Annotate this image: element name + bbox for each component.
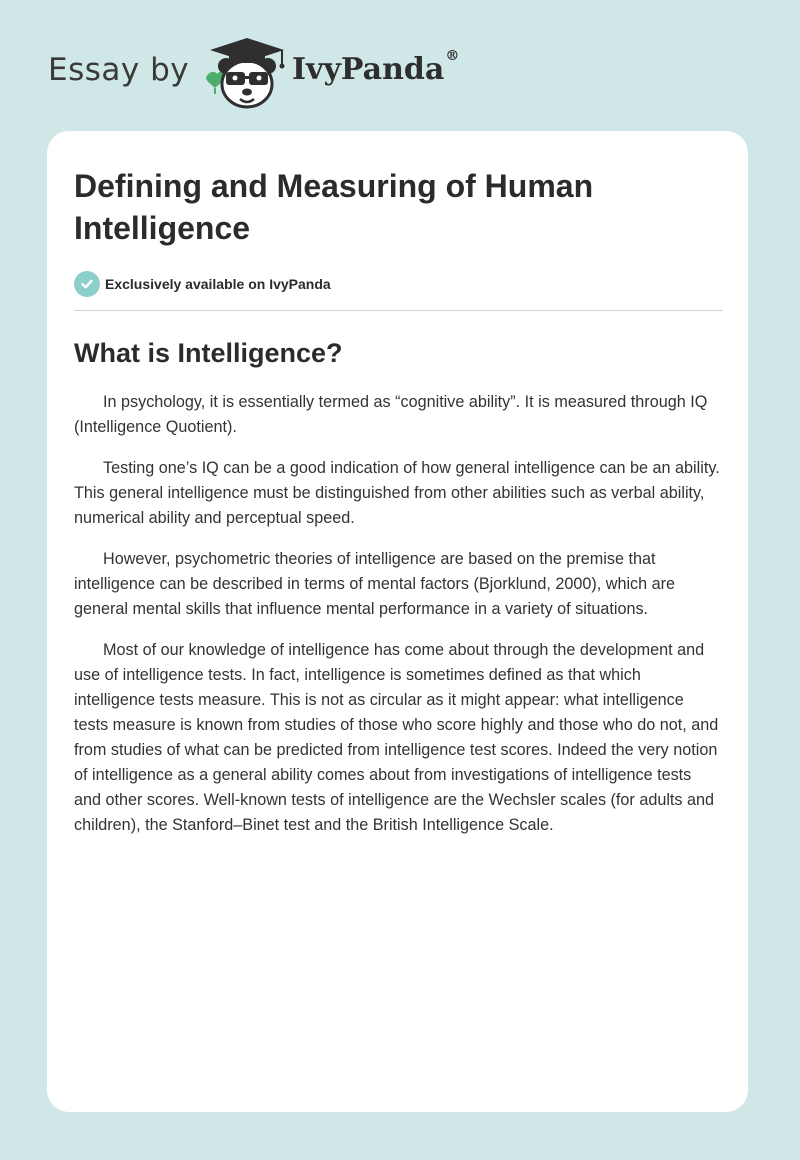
paragraph: In psychology, it is essentially termed as “cognitive ability”. It is measured through IQ (Intelligence Quotient). — [74, 393, 708, 436]
exclusive-badge — [74, 270, 722, 298]
section-heading: What is Intelligence? — [74, 338, 343, 368]
essay-by-label: Essay by — [48, 52, 190, 88]
paragraph: However, psychometric theories of intelligence are based on the premise that intelligence can be described in terms of mental factors (Bjorklund, 2000), which are general mental skills that influence mental performance in a variety of situations. — [74, 550, 676, 618]
check-icon — [74, 271, 100, 297]
essay-body — [74, 390, 722, 838]
exclusive-badge-text: Exclusively available on IvyPanda — [105, 276, 331, 292]
essay-title: Defining and Measuring of Human Intelligence — [74, 168, 594, 246]
brand-name[interactable]: IvyPanda® — [292, 48, 460, 87]
site-header — [48, 32, 748, 112]
paragraph: Most of our knowledge of intelligence has come about through the development and use of intelligence tests. In fact, intelligence is sometimes defined as that which intelligence tests measure. This is not as circular as it might appear: what intelligence tests measure is known from studies of those who score highly and those who do not, and from studies of what can be predicted from intelligence test scores. Indeed the very notion of intelligence as a general ability comes about from investigations of intelligence tests and other scores. Well-known tests of intelligence are the Wechsler scales (for adults and children), the Stanford–Binet test and the British Intelligence Scale. — [74, 641, 719, 834]
essay-card — [47, 131, 748, 1112]
divider — [74, 310, 723, 311]
paragraph: Testing one’s IQ can be a good indication of how general intelligence can be an ability. This general intelligence must be distinguished from other abilities such as verbal ability, numerical ability and perceptual speed. — [74, 459, 720, 527]
registered-mark: ® — [445, 48, 460, 64]
essay-content — [74, 165, 722, 854]
panda-logo-icon[interactable] — [202, 32, 292, 112]
